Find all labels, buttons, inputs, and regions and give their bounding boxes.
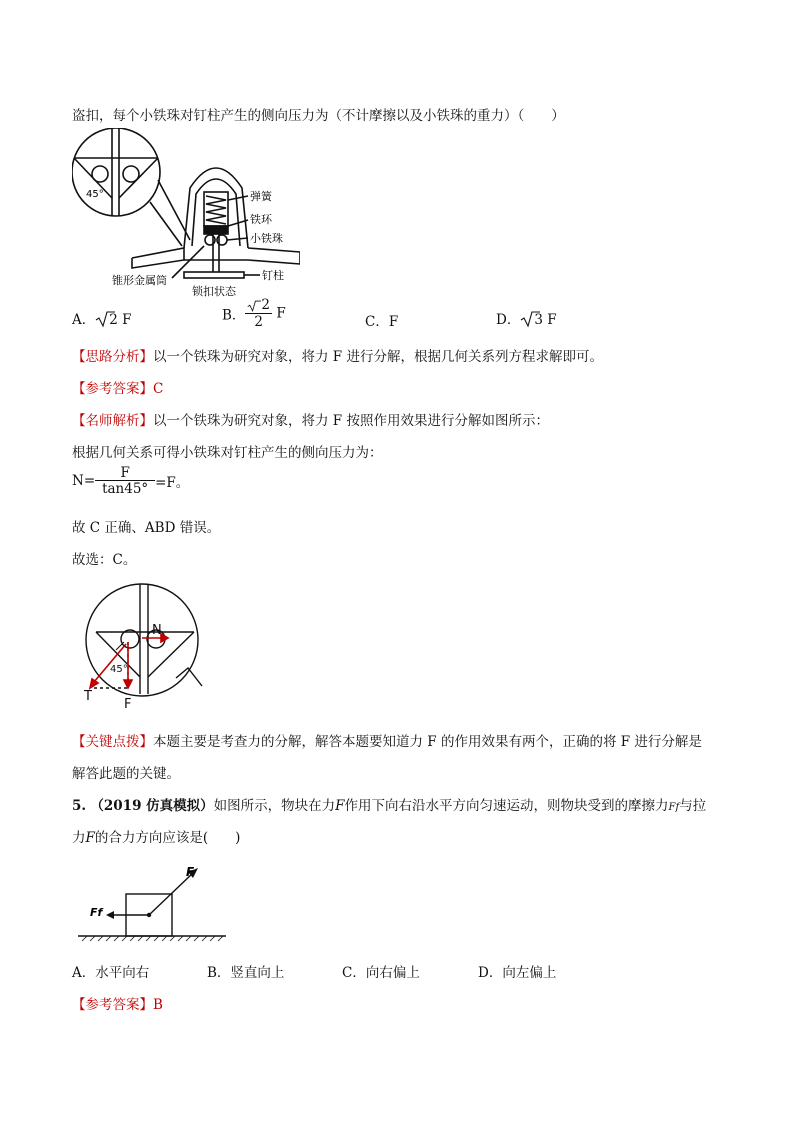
question-5-stem: 5. （2019 仿真模拟）如图所示，物块在力F作用下向右沿水平方向匀速运动，则物块受到的摩擦力Ff与拉	[72, 798, 707, 814]
conclusion: 故 C 正确、ABD 错误。	[72, 520, 221, 536]
analysis: 【思路分析】以一个铁珠为研究对象，将力 F 进行分解，根据几何关系列方程求解即可。	[72, 349, 603, 365]
teacher-analysis: 【名师解析】以一个铁珠为研究对象，将力 F 按照作用效果进行分解如图所示：	[72, 413, 549, 429]
ball-label: 小铁珠	[250, 232, 283, 245]
option-c[interactable]: C．向右偏上	[342, 965, 420, 981]
key-point: 【关键点拨】本题主要是考查力的分解，解答本题要知道力 F 的作用效果有两个，正确的将 F 进行分解是	[72, 734, 702, 750]
question-stem: 盗扣，每个小铁珠对钉柱产生的侧向压力为（不计摩擦以及小铁珠的重力）（ ）	[72, 108, 565, 124]
option-b[interactable]: B． $\frac{2}{2}$ F	[222, 297, 286, 330]
f-label: F	[124, 697, 132, 712]
state-label: 锁扣状态	[192, 285, 236, 298]
answer-5: 【参考答案】B	[72, 997, 163, 1013]
option-d[interactable]: D． 3 F	[496, 308, 557, 332]
force-decomposition-diagram	[80, 582, 210, 712]
cone-label: 锥形金属筒	[112, 274, 167, 287]
pin-label: 钉柱	[262, 269, 284, 282]
question-5-stem-cont: 力F的合力方向应该是( )	[72, 830, 241, 846]
option-a[interactable]: A．水平向右	[72, 965, 150, 981]
option-c[interactable]: C．F	[365, 314, 399, 330]
angle-label: 45°	[86, 189, 104, 200]
block-force-diagram	[78, 858, 228, 946]
option-d[interactable]: D．向左偏上	[478, 965, 557, 981]
n-label: N	[152, 623, 162, 638]
key-point-cont: 解答此题的关键。	[72, 766, 180, 782]
choice: 故选：C。	[72, 552, 137, 568]
angle-label: 45°	[110, 664, 128, 675]
lock-mechanism-diagram	[72, 128, 300, 300]
option-a[interactable]: A． 2 F	[72, 308, 132, 332]
ff-label: Ff	[90, 906, 103, 919]
spring-label: 弹簧	[250, 190, 272, 203]
f-label: F	[186, 865, 195, 879]
geometry-text: 根据几何关系可得小铁珠对钉柱产生的侧向压力为：	[72, 445, 383, 461]
ring-label: 铁环	[250, 213, 272, 226]
t-label: T	[84, 689, 92, 704]
fraction-sqrt2-over-2: $\frac{2}{2}$	[245, 298, 272, 329]
option-b[interactable]: B．竖直向上	[207, 965, 285, 981]
answer: 【参考答案】C	[72, 381, 164, 397]
formula: N= $\frac{F}{\tan 45^\circ}$ =F。	[72, 465, 190, 497]
